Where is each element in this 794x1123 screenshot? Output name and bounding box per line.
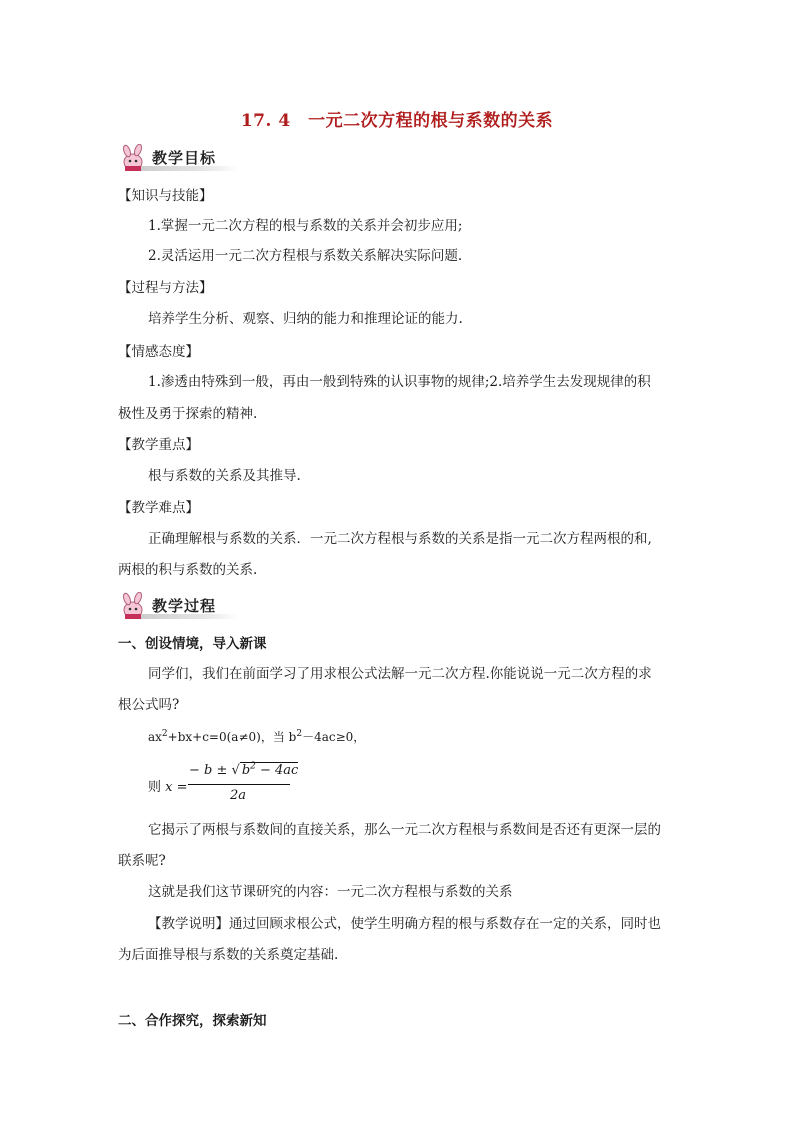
difficulty-line-1: 正确理解根与系数的关系．一元二次方程根与系数的关系是指一元二次方程两根的和, xyxy=(148,531,652,547)
attitude-line-2: 极性及勇于探索的精神. xyxy=(118,406,258,422)
knowledge-item-2: 2.灵活运用一元二次方程根与系数关系解决实际问题. xyxy=(148,248,463,264)
topic-line: 这就是我们这节课研究的内容：一元二次方程根与系数的关系 xyxy=(148,884,513,900)
section-heading-2: 二、合作探究，探索新知 xyxy=(118,1013,267,1029)
method-item: 培养学生分析、观察、归纳的能力和推理论证的能力. xyxy=(148,311,463,327)
heading-knowledge: 【知识与技能】 xyxy=(118,188,213,204)
difficulty-line-2: 两根的积与系数的关系. xyxy=(118,562,258,578)
badge-label: 教学目标 xyxy=(152,149,217,167)
mascot-icon xyxy=(118,144,148,174)
formula-variable: x = xyxy=(165,780,188,795)
teaching-note-line-1: 【教学说明】通过回顾求根公式，使学生明确方程的根与系数存在一定的关系，同时也 xyxy=(148,916,661,932)
fraction-bar xyxy=(188,784,290,785)
teaching-note-line-2: 为后面推导根与系数的关系奠定基础. xyxy=(118,947,339,963)
badge-label: 教学过程 xyxy=(152,597,217,615)
heading-key-point: 【教学重点】 xyxy=(118,437,199,453)
section-badge-goals xyxy=(118,146,243,174)
mascot-icon xyxy=(118,592,148,622)
heading-attitude: 【情感态度】 xyxy=(118,344,199,360)
key-point-text: 根与系数的关系及其推导. xyxy=(148,468,301,484)
intro-line-1: 同学们，我们在前面学习了用求根公式法解一元二次方程.你能说说一元二次方程的求 xyxy=(148,666,652,682)
intro-line-2: 根公式吗? xyxy=(118,697,180,713)
heading-process-method: 【过程与方法】 xyxy=(118,280,213,296)
heading-difficulty: 【教学难点】 xyxy=(118,500,199,516)
section-badge-process xyxy=(118,594,243,622)
attitude-line-1: 1.渗透由特殊到一般，再由一般到特殊的认识事物的规律;2.培养学生去发现规律的积 xyxy=(148,374,651,390)
formula-numerator: − b ± √ $b^2 - 4ac$ xyxy=(189,761,299,778)
formula-denominator: 2a xyxy=(230,788,247,803)
equation-condition: $ax^2+bx+c=0(a\ne 0)$，当 $b^2-4ac\ge 0$， xyxy=(148,729,366,744)
knowledge-item-1: 1.掌握一元二次方程的根与系数的关系并会初步应用; xyxy=(148,218,463,234)
reveal-line-2: 联系呢? xyxy=(118,853,166,869)
page-title: 17. 4 一元二次方程的根与系数的关系 xyxy=(240,111,554,131)
formula-prefix: 则 xyxy=(148,780,162,795)
reveal-line-1: 它揭示了两根与系数间的直接关系，那么一元二次方程根与系数间是否还有更深一层的 xyxy=(148,822,661,838)
section-heading-1: 一、创设情境，导入新课 xyxy=(118,636,267,652)
